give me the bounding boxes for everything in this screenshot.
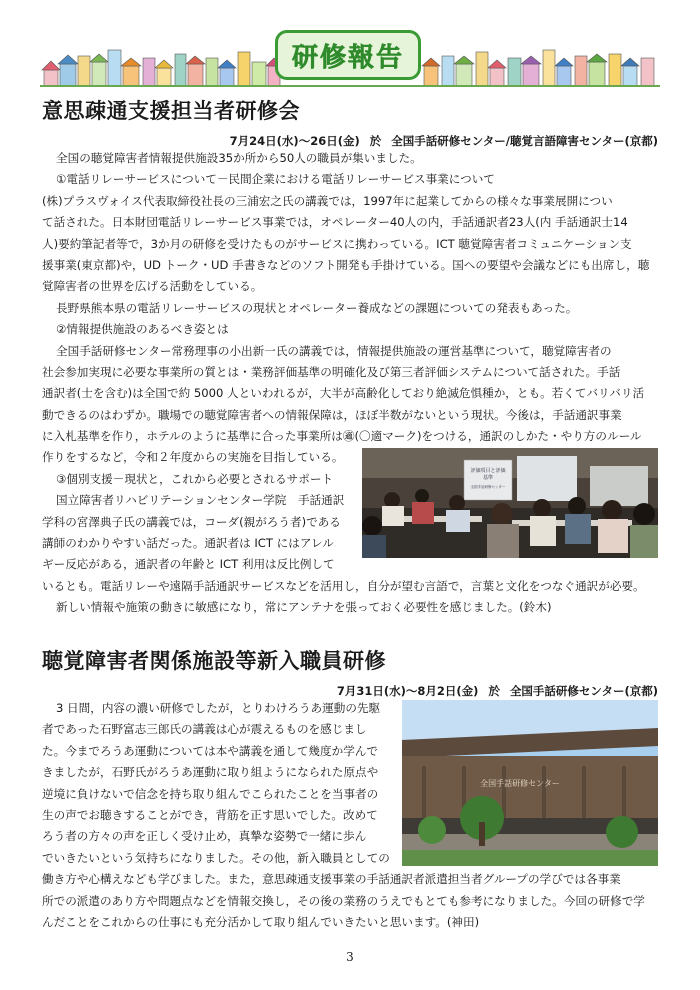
body-line: ③個別支援－現状と，これから必要とされるサポート [56, 471, 334, 486]
body-line: 作りをするなど，令和２年度からの実施を目指している。 [42, 450, 344, 465]
section2-meta [337, 683, 658, 699]
body-line: 生の声でお聴きすることができ，背筋を正す思いでした。改めて [42, 807, 378, 822]
body-line: 所での派遣のあり方や問題点などを情報交換し，その後の業務のうえでもとても参考になりました。今回の研修で学 [42, 893, 645, 908]
body-line: 働き方や心構えなども学びました。また，意思疎通支援事業の手話通訳者派遣担当者グループの学びでは各事業 [42, 872, 621, 887]
body-line: ギー反応がある，通訳者の年齢と ICT 利用は反比例して [42, 557, 335, 572]
body-line: ろう者の方々の声を正しく受け止め，真摯な姿勢で一緒に歩ん [42, 829, 367, 844]
section1-at: 於 [369, 134, 382, 148]
body-line: でいきたいという気持ちになりました。その他，新入職員としての [42, 850, 390, 865]
body-line: いるとも。電話リレーや遠隔手話通訳サービスなどを活用し，自分が望む言語で，言葉と文化をつなぐ通訳が必要。 [42, 578, 645, 593]
body-line: 動できるのはわずか。職場での聴覚障害者への情報保障は，ほぼ半数がないという現状。今後は，手話通訳事業 [42, 407, 622, 422]
body-line: (株)プラスヴォイス代表取締役社長の三浦宏之氏の講義では，1997年に起業してからの様々な事業展開につい [42, 193, 613, 208]
body-line: 人)要約筆記者等で，3か月の研修を受けたものがサービスに携わっている。ICT 聴覚障害者コミュニケーション支 [42, 236, 632, 251]
body-line: 者であった石野富志三郎氏の講義は心が震えるものを感じまし [42, 722, 367, 737]
page-number: 3 [346, 950, 354, 964]
section1-meta [230, 133, 658, 149]
section1-dates: 7月24日(水)～26日(金) [229, 134, 360, 148]
body-line: 覚障害者の世界を広げる活動をしている。 [42, 279, 263, 294]
body-line: 長野県熊本県の電話リレーサービスの現状とオペレーター養成などの課題についての発表もあった。 [56, 300, 578, 315]
building-photo [402, 700, 658, 866]
body-line: 新しい情報や施策の動きに敏感になり，常にアンテナを張っておく必要性を感じました。(鈴木) [56, 600, 552, 615]
body-line: ②情報提供施設のあるべき姿とは [56, 322, 229, 337]
body-line: んだことをこれからの仕事にも充分活かして取り組んでいきたいと思います。(神田) [42, 914, 480, 929]
body-line: 学科の宮澤典子氏の講義では，コーダ(親がろう者)である [42, 514, 341, 529]
body-line: た。今までろうあ運動については本や講義を通して幾度か学んで [42, 743, 378, 758]
body-line: 講師のわかりやすい話だった。通訳者は ICT にはアレル [42, 536, 334, 551]
body-line: きましたが，石野氏がろうあ運動に取り組ようになられた原点や [42, 765, 379, 780]
screen-line2: 基準 [482, 475, 494, 481]
lecture-photo [362, 448, 658, 558]
section2-title: 聴覚障害者関係施設等新入職員研修 [42, 649, 386, 673]
section2-dates: 7月31日(水)～8月2日(金) [336, 684, 479, 698]
body-line: て話された。日本財団電話リレーサービス事業では，オペレーター40人の内，手話通訳者23人(内 手話通訳士14 [42, 215, 628, 230]
screen-line1: 評価項目と評価 [470, 468, 506, 474]
section1-title: 意思疎通支援担当者研修会 [42, 99, 300, 123]
body-line: 通訳者(士を含む)は全国で約 5000 人といわれるが，大半が高齢化しており絶滅危惧種か，とも。若くてバリバリ活 [42, 386, 645, 401]
report-badge: 研修報告 [275, 30, 421, 80]
section1-venue: 全国手話研修センター/聴覚言語障害センター(京都) [391, 134, 658, 148]
building-sign: 全国手話研修センター [480, 779, 560, 788]
section2-venue: 全国手話研修センター(京都) [509, 684, 658, 698]
body-line: 3 日間，内容の濃い研修でしたが，とりわけろうあ運動の先駆 [56, 701, 381, 715]
body-line: 援事業(東京都)や，UD トーク・UD 手書きなどのソフト開発も手掛けている。国への要望や会議などにも出席し，聴 [42, 257, 650, 272]
body-line: 全国手話研修センター常務理事の小出新一氏の講義では，情報提供施設の運営基準について，聴覚障害者の [56, 343, 612, 358]
section2-at: 於 [488, 684, 500, 698]
body-line: 社会参加実現に必要な事業所の質とは・業務評価基準の明確化及び第三者評価システムについて話された。手話 [42, 364, 621, 379]
body-line: に入札基準を作り，ホテルのように基準に合った事業所は㊜(〇適マーク)をつける，通訳のしかた・やり方のルール [42, 429, 642, 444]
body-line: ①電話リレーサービスについて－民間企業における電話リレーサービス事業について [56, 172, 495, 187]
body-line: 全国の聴覚障害者情報提供施設35か所から50人の職員が集いました。 [56, 151, 422, 165]
screen-line3: 全国手話研修センター [470, 485, 506, 489]
body-line: 逆境に負けないで信念を持ち取り組んでこられたことを当事者の [42, 786, 379, 801]
body-line: 国立障害者リハビリテーションセンター学院 手話通訳 [56, 493, 345, 508]
